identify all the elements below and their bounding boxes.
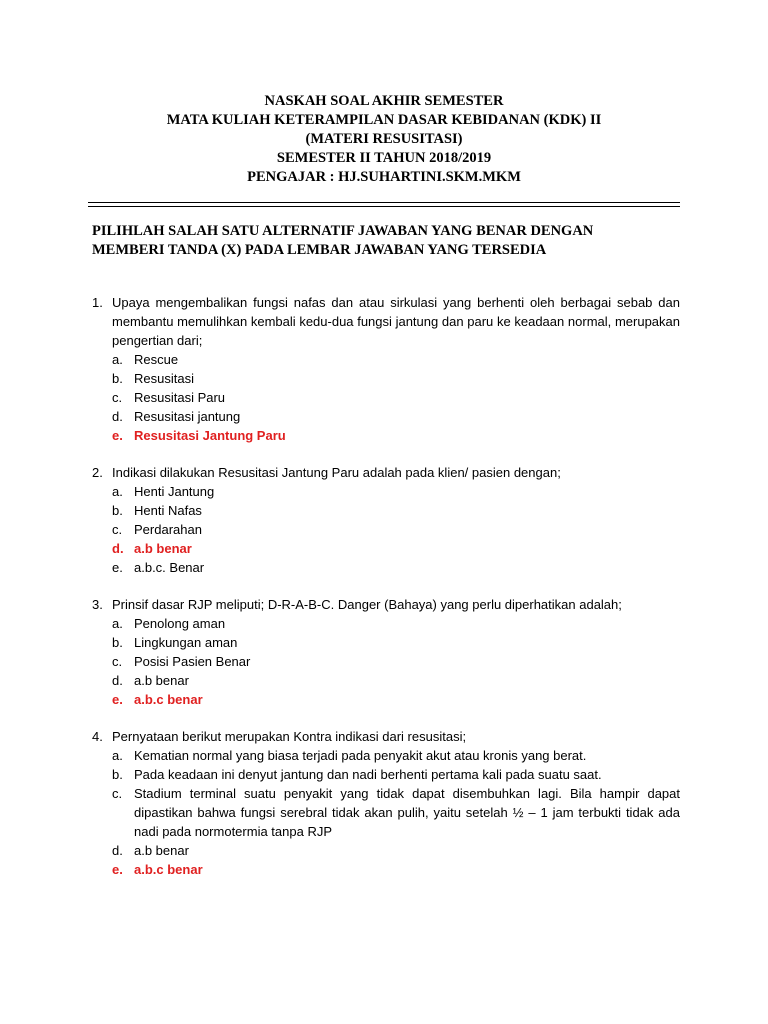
option-letter: b. bbox=[112, 635, 123, 650]
option-text: Perdarahan bbox=[134, 522, 202, 537]
option-text: Resusitasi bbox=[134, 371, 194, 386]
option-b bbox=[112, 501, 680, 520]
option-text: Resusitasi jantung bbox=[134, 409, 241, 424]
question-number: 2. bbox=[92, 465, 103, 480]
option-c bbox=[112, 652, 680, 671]
question-text: Indikasi dilakukan Resusitasi Jantung Paru adalah pada klien/ pasien dengan; bbox=[112, 465, 561, 480]
question-1 bbox=[92, 293, 680, 445]
option-d bbox=[112, 407, 680, 426]
option-letter: e. bbox=[112, 862, 123, 877]
option-text: a.b.c benar bbox=[134, 862, 203, 877]
option-text: Lingkungan aman bbox=[134, 635, 238, 650]
exam-header bbox=[0, 92, 768, 187]
divider-top bbox=[88, 202, 680, 203]
instruction-line-2: MEMBERI TANDA (X) PADA LEMBAR JAWABAN YANG TERSEDIA bbox=[92, 242, 547, 258]
option-letter: a. bbox=[112, 352, 123, 367]
option-text: Posisi Pasien Benar bbox=[134, 654, 251, 669]
option-text: Kematian normal yang biasa terjadi pada penyakit akut atau kronis yang berat. bbox=[134, 748, 587, 763]
option-letter: b. bbox=[112, 503, 123, 518]
option-text: a.b benar bbox=[134, 541, 192, 556]
option-d-correct-answer bbox=[112, 539, 680, 558]
header-course: MATA KULIAH KETERAMPILAN DASAR KEBIDANAN (KDK) II bbox=[166, 112, 602, 128]
option-letter: d. bbox=[112, 673, 123, 688]
option-letter: b. bbox=[112, 371, 123, 386]
header-semester: SEMESTER II TAHUN 2018/2019 bbox=[276, 150, 492, 166]
option-text: Henti Nafas bbox=[134, 503, 202, 518]
question-number: 1. bbox=[92, 295, 103, 310]
header-material: (MATERI RESUSITASI) bbox=[305, 131, 463, 147]
option-a bbox=[112, 350, 680, 369]
question-2 bbox=[92, 463, 680, 577]
option-text: Pada keadaan ini denyut jantung dan nadi berhenti pertama kali pada suatu saat. bbox=[134, 767, 602, 782]
option-text: a.b benar bbox=[134, 673, 189, 688]
option-d bbox=[112, 671, 680, 690]
option-letter: d. bbox=[112, 843, 123, 858]
option-text: Penolong aman bbox=[134, 616, 226, 631]
question-text: Prinsif dasar RJP meliputi; D-R-A-B-C. Danger (Bahaya) yang perlu diperhatikan adalah; bbox=[112, 597, 622, 612]
option-b bbox=[112, 765, 680, 784]
option-letter: e. bbox=[112, 428, 123, 443]
option-letter: e. bbox=[112, 560, 123, 575]
option-e-correct-answer bbox=[112, 426, 680, 445]
option-c bbox=[112, 388, 680, 407]
option-text: a.b benar bbox=[134, 843, 189, 858]
option-text: Rescue bbox=[134, 352, 179, 367]
divider-bottom bbox=[88, 206, 680, 207]
header-lecturer: PENGAJAR : HJ.SUHARTINI.SKM.MKM bbox=[247, 169, 521, 185]
option-e-correct-answer bbox=[112, 860, 680, 879]
question-number: 3. bbox=[92, 597, 103, 612]
option-e bbox=[112, 558, 680, 577]
option-c bbox=[112, 784, 680, 841]
option-b bbox=[112, 369, 680, 388]
option-text: Resusitasi Paru bbox=[134, 390, 226, 405]
option-c bbox=[112, 520, 680, 539]
option-letter: e. bbox=[112, 692, 123, 707]
question-number: 4. bbox=[92, 729, 103, 744]
question-list bbox=[92, 293, 680, 897]
option-letter: c. bbox=[112, 522, 123, 537]
option-text: Henti Jantung bbox=[134, 484, 215, 499]
option-letter: a. bbox=[112, 484, 123, 499]
option-text: a.b.c benar bbox=[134, 692, 203, 707]
instruction bbox=[92, 222, 682, 260]
option-text: Stadium terminal suatu penyakit yang tidak dapat disembuhkan lagi. Bila hampir dapat dipastikan bahwa fungsi serebral tidak akan pulih, yaitu setelah ½ – 1 jam terbukti tidak ada nadi pada normotermia tanpa RJP bbox=[134, 786, 680, 839]
question-4 bbox=[92, 727, 680, 879]
option-letter: a. bbox=[112, 748, 123, 763]
option-letter: b. bbox=[112, 767, 123, 782]
option-letter: c. bbox=[112, 654, 123, 669]
option-letter: c. bbox=[112, 390, 123, 405]
option-letter: d. bbox=[112, 409, 123, 424]
option-a bbox=[112, 614, 680, 633]
option-b bbox=[112, 633, 680, 652]
option-letter: a. bbox=[112, 616, 123, 631]
header-title: NASKAH SOAL AKHIR SEMESTER bbox=[264, 93, 504, 109]
option-text: a.b.c. Benar bbox=[134, 560, 205, 575]
option-a bbox=[112, 482, 680, 501]
question-3 bbox=[92, 595, 680, 709]
option-letter: c. bbox=[112, 786, 123, 801]
question-text: Pernyataan berikut merupakan Kontra indikasi dari resusitasi; bbox=[112, 729, 467, 744]
option-text: Resusitasi Jantung Paru bbox=[134, 428, 286, 443]
question-text: Upaya mengembalikan fungsi nafas dan atau sirkulasi yang berhenti oleh berbagai sebab dan membantu memulihkan kembali kedu-dua fungsi jantung dan paru ke keadaan normal, merupakan pengertian dari; bbox=[112, 295, 680, 348]
option-e-correct-answer bbox=[112, 690, 680, 709]
instruction-line-1: PILIHLAH SALAH SATU ALTERNATIF JAWABAN YANG BENAR DENGAN bbox=[92, 223, 594, 239]
option-d bbox=[112, 841, 680, 860]
option-letter: d. bbox=[112, 541, 124, 556]
option-a bbox=[112, 746, 680, 765]
